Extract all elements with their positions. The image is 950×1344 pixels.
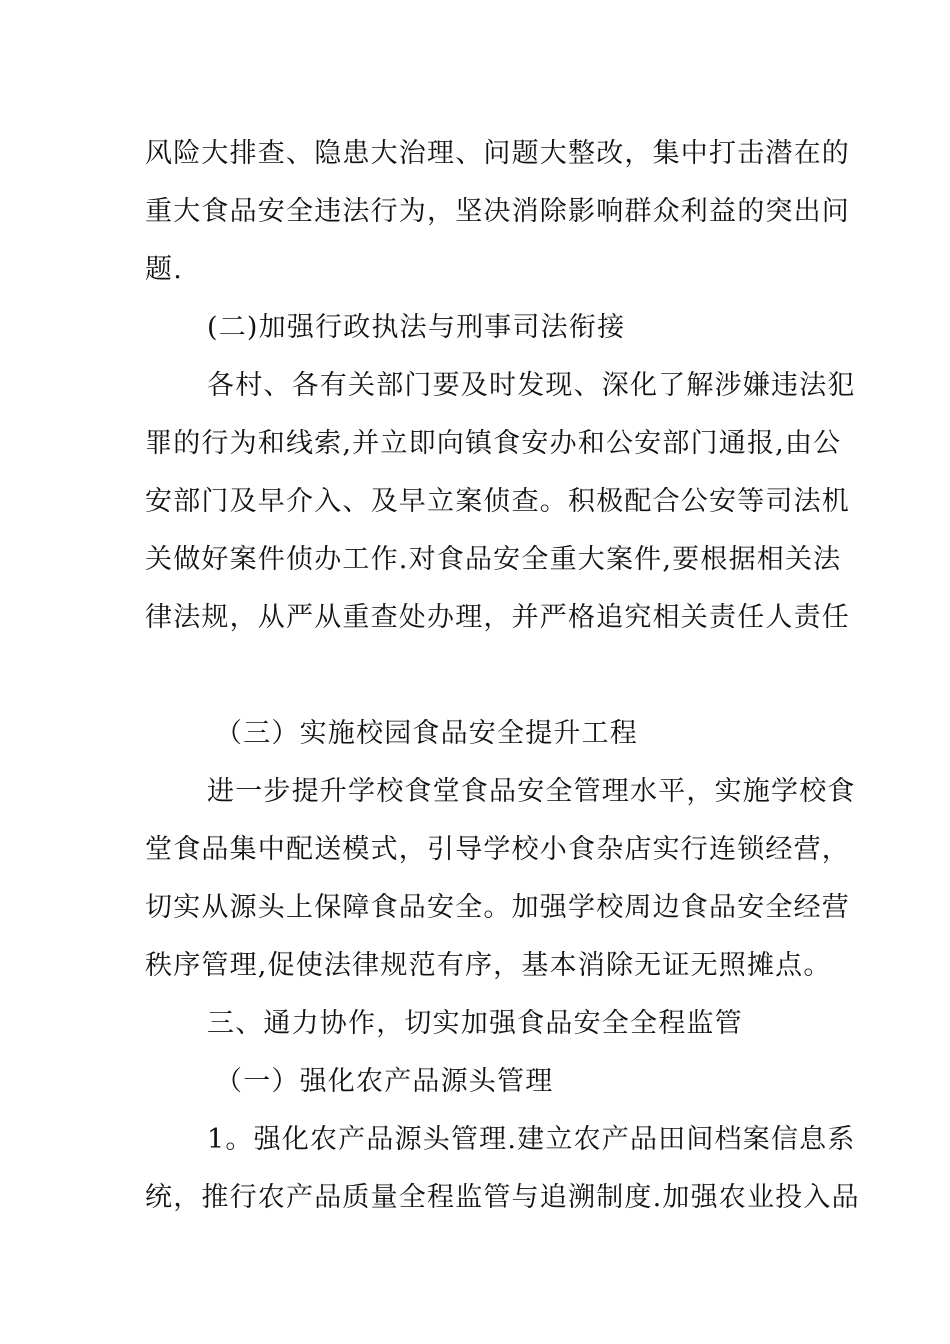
paragraph-line: 堂食品集中配送模式，引导学校小食杂店实行连锁经营，	[145, 834, 850, 865]
paragraph-line: 罪的行为和线索,并立即向镇食安办和公安部门通报,由公	[145, 428, 842, 459]
major-heading: 三、通力协作，切实加强食品安全全程监管	[207, 1008, 743, 1039]
paragraph-line: 1。强化农产品源头管理.建立农产品田间档案信息系	[207, 1124, 856, 1155]
paragraph-line: 律法规，从严从重查处办理，并严格追究相关责任人责任	[145, 602, 850, 633]
blank-line	[145, 647, 810, 705]
paragraph-line: 切实从源头上保障食品安全。加强学校周边食品安全经营	[145, 892, 850, 923]
paragraph-line: 风险大排查、隐患大治理、问题大整改，集中打击潜在的	[145, 138, 850, 169]
section-heading-2: (二)加强行政执法与刑事司法衔接	[207, 312, 626, 343]
section-heading-3: （三）实施校园食品安全提升工程	[215, 718, 638, 749]
paragraph-line: 统，推行农产品质量全程监管与追溯制度.加强农业投入品	[145, 1182, 860, 1213]
paragraph-line: 秩序管理,促使法律规范有序，基本消除无证无照摊点。	[145, 950, 832, 981]
paragraph-line: 关做好案件侦办工作.对食品安全重大案件,要根据相关法	[145, 544, 842, 575]
section-heading-1: （一）强化农产品源头管理	[215, 1066, 554, 1097]
paragraph-line: 重大食品安全违法行为，坚决消除影响群众利益的突出问	[145, 196, 850, 227]
document-body	[145, 125, 860, 1227]
paragraph-line: 进一步提升学校食堂食品安全管理水平，实施学校食	[207, 776, 856, 807]
paragraph-line: 各村、各有关部门要及时发现、深化了解涉嫌违法犯	[207, 370, 856, 401]
paragraph-line: 安部门及早介入、及早立案侦查。积极配合公安等司法机	[145, 486, 850, 517]
paragraph-line: 题.	[145, 254, 183, 285]
